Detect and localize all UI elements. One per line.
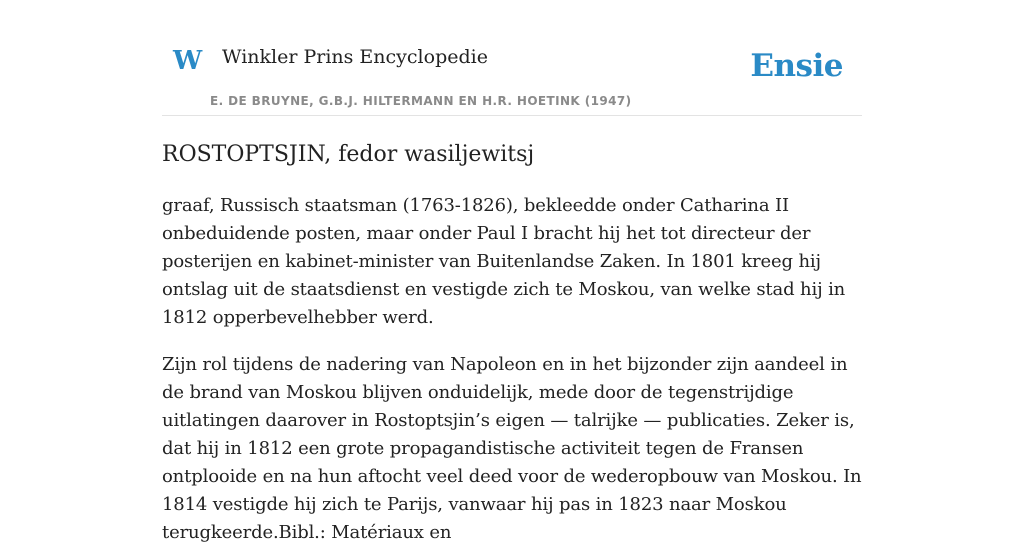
publication-authors: E. DE BRUYNE, G.B.J. HILTERMANN EN H.R. HOETINK (1947) xyxy=(210,94,632,108)
article-paragraph: graaf, Russisch staatsman (1763-1826), bekleedde onder Catharina II onbeduidende posten, maar onder Paul I bracht hij het tot directeur der posterijen en kabinet-minister van Buitenlandse Zaken. In 1801 kreeg hij ontslag uit de staatsdienst en vestigde zich te Moskou, van welke stad hij in 1812 opperbevelhebber werd. xyxy=(162,195,846,328)
publication-title[interactable]: Winkler Prins Encyclopedie xyxy=(222,46,488,68)
page-header xyxy=(162,30,862,116)
ensie-logo[interactable]: Ensie xyxy=(750,48,843,84)
article-title: ROSTOPTSJIN, fedor wasiljewitsj xyxy=(162,142,535,167)
article-paragraph: Zijn rol tijdens de nadering van Napoleon en in het bijzonder zijn aandeel in de brand van Moskou blijven onduidelijk, mede door de tegenstrijdige uitlatingen daarover in Rostoptsjin’s eigen — talrijke — publicaties. Zeker is, dat hij in 1812 een grote propagandistische activiteit tegen de Fransen ontplooide en na hun aftocht veel deed voor de wederopbouw van Moskou. In 1814 vestigde hij zich te Parijs, vanwaar hij pas in 1823 naar Moskou terugkeerde.Bibl.: Matériaux en xyxy=(162,354,862,543)
winkler-prins-logo[interactable]: W xyxy=(173,46,203,76)
article xyxy=(162,138,862,547)
